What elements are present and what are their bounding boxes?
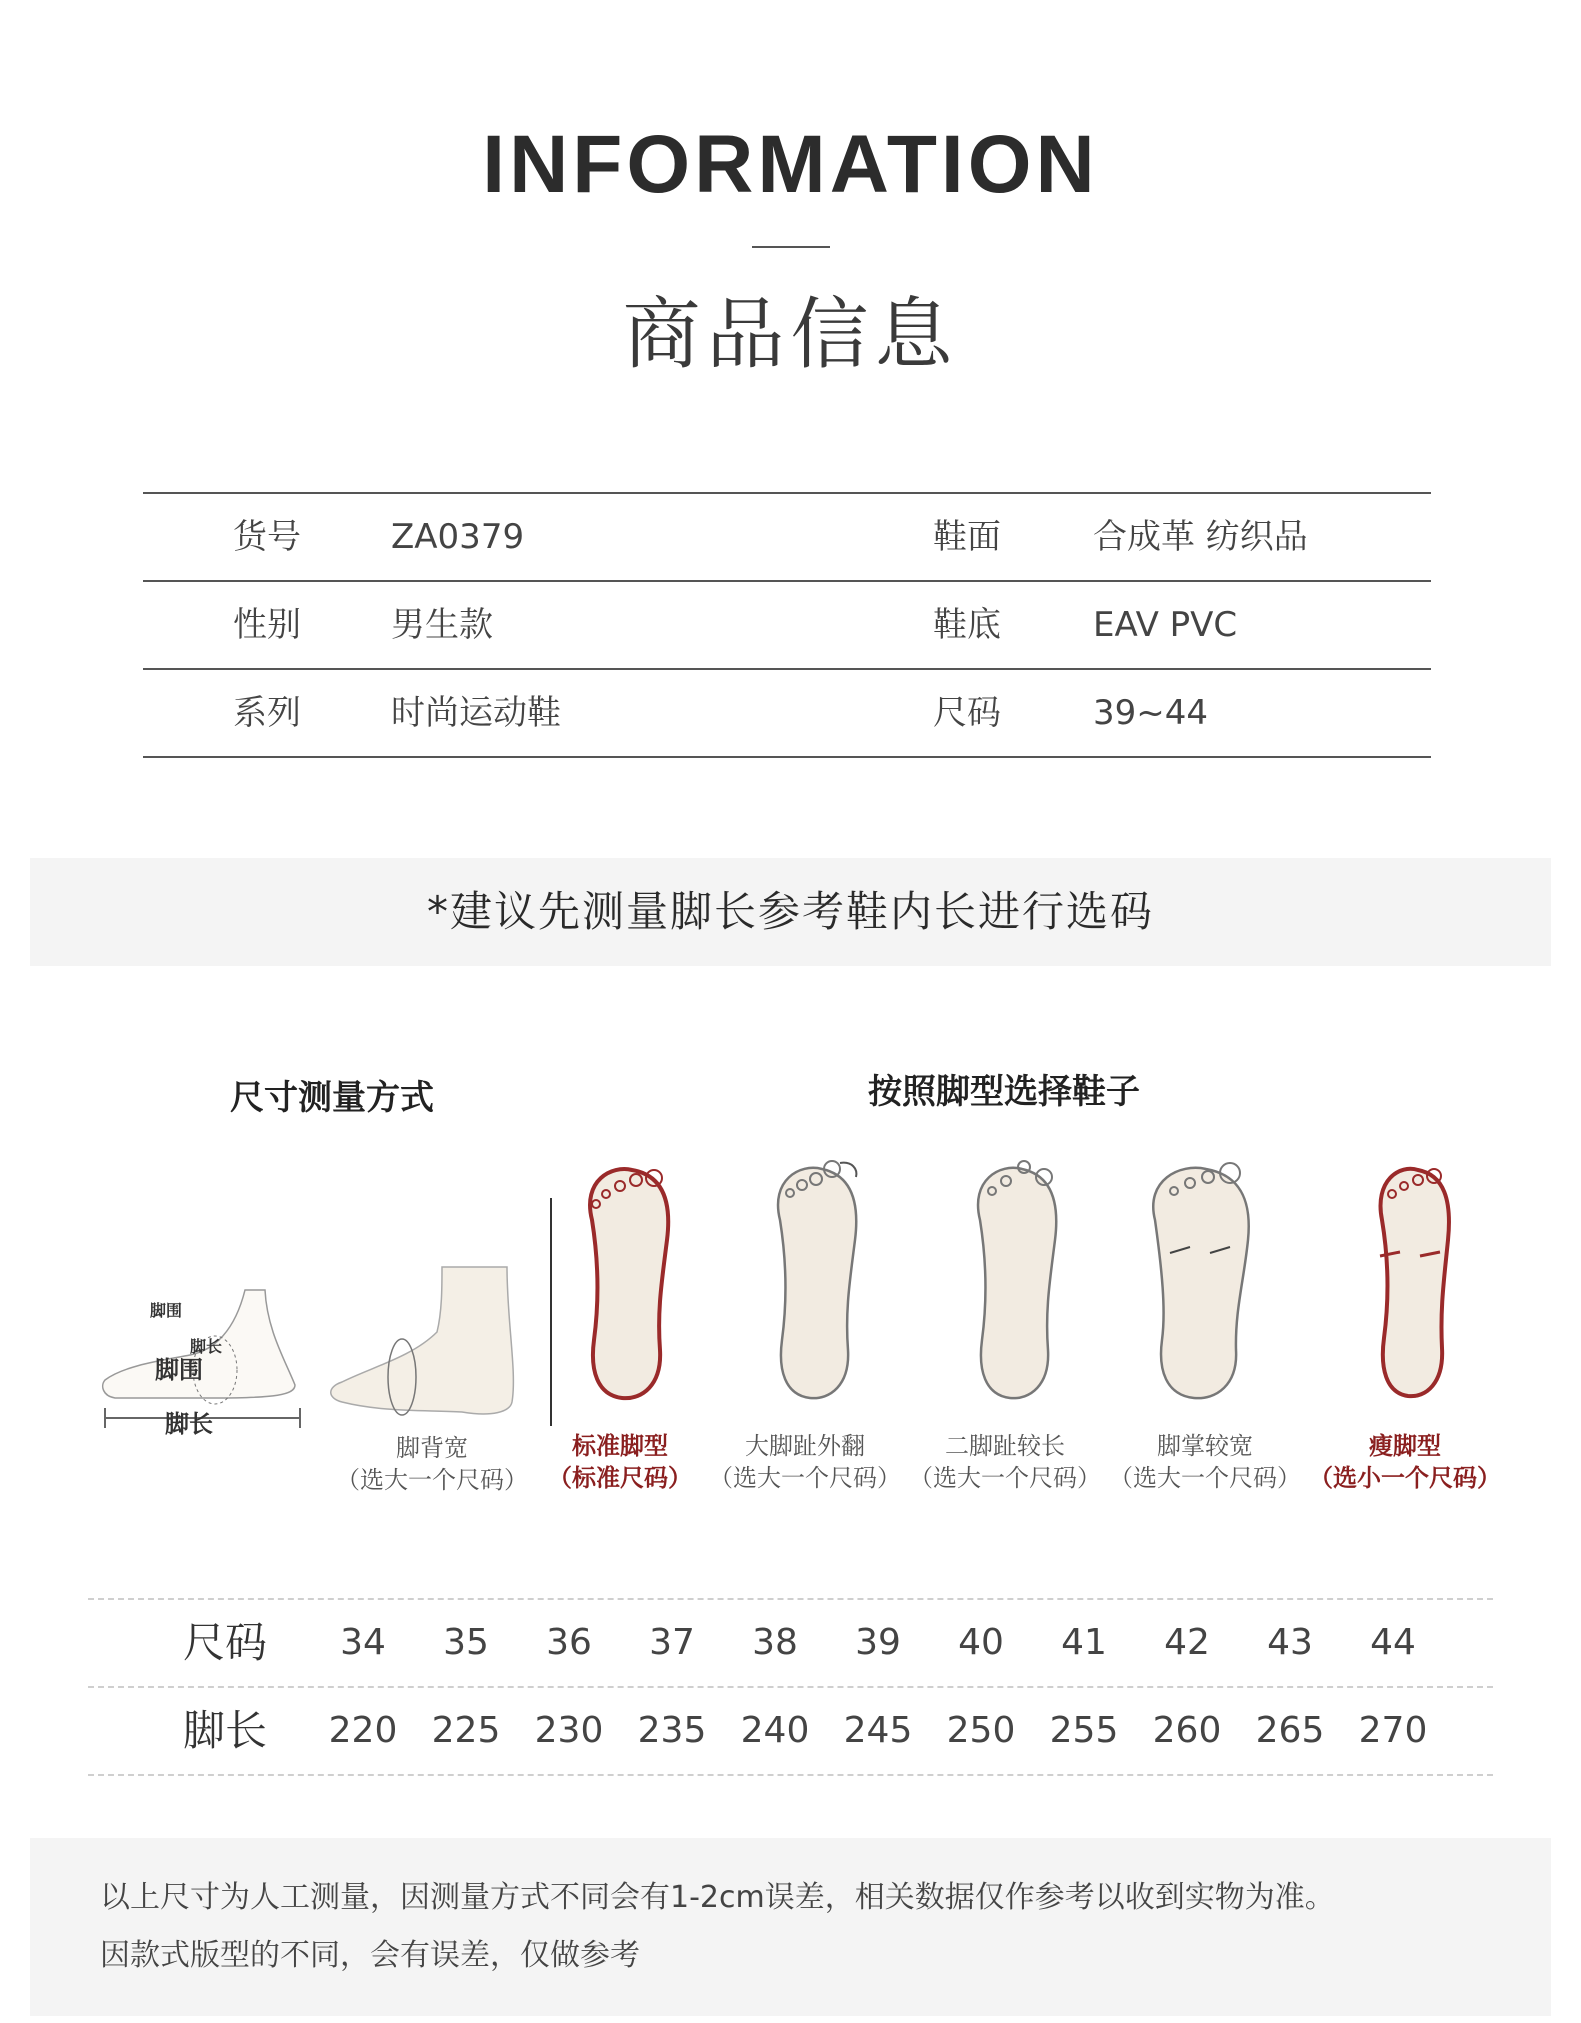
foot-type-name: 标准脚型 bbox=[572, 1432, 668, 1460]
title-en: INFORMATION bbox=[482, 119, 1099, 210]
spec-value: 时尚运动鞋 bbox=[391, 693, 561, 733]
measure-title: 尺寸测量方式 bbox=[230, 1078, 434, 1118]
tip-band bbox=[30, 858, 1551, 966]
foot-type-caption bbox=[1305, 1430, 1505, 1494]
instep-caption-advice: （选大一个尺码） bbox=[336, 1466, 528, 1494]
length-cell: 255 bbox=[1049, 1710, 1119, 1751]
size-cell: 36 bbox=[546, 1622, 592, 1663]
size-row bbox=[88, 1600, 1493, 1686]
spec-row bbox=[143, 668, 1431, 758]
size-cell: 42 bbox=[1164, 1622, 1210, 1663]
size-cell: 39 bbox=[855, 1622, 901, 1663]
girth-label: 脚围 bbox=[155, 1356, 203, 1384]
note-line: 以上尺寸为人工测量，因测量方式不同会有1-2cm误差，相关数据仅作参考以收到实物为准。 bbox=[100, 1880, 1335, 1915]
spec-label: 货号 bbox=[233, 517, 301, 557]
spec-row bbox=[143, 580, 1431, 668]
spec-value: EAV PVC bbox=[1093, 605, 1238, 645]
length-cell: 245 bbox=[843, 1710, 913, 1751]
foot-type-advice: （选大一个尺码） bbox=[709, 1464, 901, 1492]
foot-type-advice: （选大一个尺码） bbox=[909, 1464, 1101, 1492]
size-cell: 43 bbox=[1267, 1622, 1313, 1663]
title-divider bbox=[752, 246, 830, 248]
spec-table bbox=[143, 492, 1431, 758]
bunion-foot-icon bbox=[760, 1155, 870, 1405]
size-cell: 38 bbox=[752, 1622, 798, 1663]
spec-label: 鞋面 bbox=[933, 517, 1001, 557]
table-divider bbox=[88, 1774, 1493, 1776]
size-row-label: 尺码 bbox=[183, 1618, 268, 1667]
length-cell: 260 bbox=[1152, 1710, 1222, 1751]
foot-type-caption bbox=[540, 1430, 700, 1494]
foot-type-name: 瘦脚型 bbox=[1369, 1432, 1441, 1460]
foot-type-caption bbox=[1105, 1430, 1305, 1494]
standard-foot-icon bbox=[572, 1160, 677, 1405]
size-cell: 40 bbox=[958, 1622, 1004, 1663]
size-table bbox=[88, 1598, 1493, 1774]
instep-foot-illustration bbox=[322, 1262, 522, 1432]
long-second-toe-foot-icon bbox=[960, 1155, 1070, 1405]
foot-type-name: 大脚趾外翻 bbox=[745, 1432, 865, 1460]
length-row bbox=[88, 1688, 1493, 1774]
title-zh: 商品信息 bbox=[622, 290, 959, 380]
tip-text: *建议先测量脚长参考鞋内长进行选码 bbox=[426, 887, 1154, 936]
length-cell: 235 bbox=[637, 1710, 707, 1751]
spec-label: 性别 bbox=[233, 605, 301, 645]
length-cell: 250 bbox=[946, 1710, 1016, 1751]
length-cell: 220 bbox=[328, 1710, 398, 1751]
spec-label: 鞋底 bbox=[933, 605, 1001, 645]
thin-foot-icon bbox=[1360, 1158, 1460, 1403]
note-line: 因款式版型的不同，会有误差，仅做参考 bbox=[100, 1938, 640, 1973]
length-small-label: 脚长 bbox=[190, 1337, 223, 1356]
foot-type-advice: （标准尺码） bbox=[548, 1464, 692, 1492]
foot-type-title: 按照脚型选择鞋子 bbox=[868, 1072, 1140, 1112]
note-band bbox=[30, 1838, 1551, 2016]
wide-foot-icon bbox=[1140, 1155, 1260, 1405]
foot-type-name: 二脚趾较长 bbox=[945, 1432, 1065, 1460]
size-cell: 34 bbox=[340, 1622, 386, 1663]
size-cell: 41 bbox=[1061, 1622, 1107, 1663]
size-cell: 37 bbox=[649, 1622, 695, 1663]
spec-value: 合成革 纺织品 bbox=[1093, 517, 1308, 557]
spec-value: 39~44 bbox=[1093, 693, 1209, 733]
foot-type-advice: （选大一个尺码） bbox=[1109, 1464, 1301, 1492]
size-cell: 44 bbox=[1370, 1622, 1416, 1663]
spec-value: ZA0379 bbox=[391, 517, 525, 557]
spec-value: 男生款 bbox=[391, 605, 493, 645]
spec-row bbox=[143, 492, 1431, 580]
girth-small-label: 脚围 bbox=[150, 1301, 183, 1320]
length-row-label: 脚长 bbox=[183, 1706, 268, 1755]
spec-label: 尺码 bbox=[933, 693, 1001, 733]
foot-type-caption bbox=[705, 1430, 905, 1494]
length-cell: 240 bbox=[740, 1710, 810, 1751]
instep-caption bbox=[332, 1432, 532, 1496]
length-cell: 270 bbox=[1358, 1710, 1428, 1751]
length-cell: 225 bbox=[431, 1710, 501, 1751]
length-label: 脚长 bbox=[165, 1410, 213, 1438]
size-cell: 35 bbox=[443, 1622, 489, 1663]
section-divider bbox=[550, 1198, 552, 1426]
length-cell: 230 bbox=[534, 1710, 604, 1751]
instep-caption-name: 脚背宽 bbox=[396, 1434, 468, 1462]
length-cell: 265 bbox=[1255, 1710, 1325, 1751]
foot-type-caption bbox=[905, 1430, 1105, 1494]
foot-type-name: 脚掌较宽 bbox=[1157, 1432, 1253, 1460]
foot-type-advice: （选小一个尺码） bbox=[1309, 1464, 1501, 1492]
spec-label: 系列 bbox=[233, 693, 301, 733]
